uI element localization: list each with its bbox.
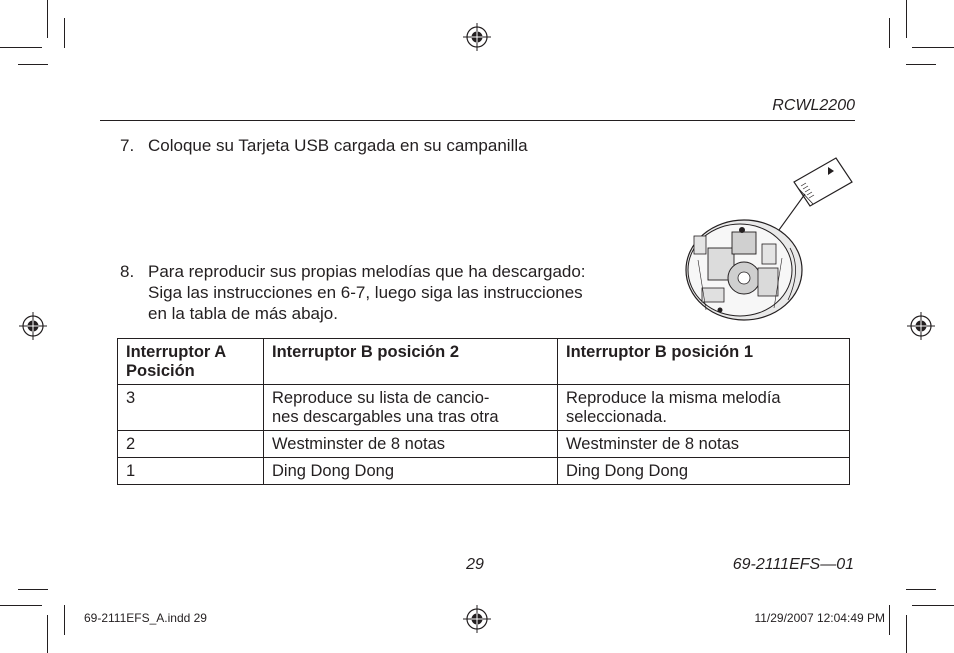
step-text: Coloque su Tarjeta USB cargada en su campanilla (148, 136, 528, 155)
crop-mark (18, 589, 48, 590)
slug-file-name: 69-2111EFS_A.indd 29 (84, 611, 207, 625)
table-header-row (118, 339, 850, 385)
registration-mark-icon (18, 311, 48, 341)
step-number: 8. (120, 262, 135, 281)
step-text: en la tabla de más abajo. (148, 304, 338, 323)
crop-mark (0, 47, 42, 48)
registration-mark-icon (462, 22, 492, 52)
table-cell: Westminster de 8 notas (558, 431, 850, 458)
usb-chime-illustration (670, 140, 870, 340)
table-cell: Reproduce la misma melodía seleccionada. (558, 385, 850, 431)
header-rule (100, 120, 855, 121)
step-8 (120, 261, 660, 327)
step-number: 7. (120, 136, 135, 155)
crop-mark (0, 605, 42, 606)
table-header-switch-b-2: Interruptor B posición 2 (264, 339, 558, 385)
crop-mark (64, 18, 65, 48)
door-chime-icon (686, 220, 802, 320)
table-cell: 1 (118, 458, 264, 485)
model-number: RCWL2200 (772, 97, 855, 114)
document-id: 69-2111EFS—01 (732, 556, 854, 573)
crop-mark (47, 0, 48, 38)
crop-mark (18, 64, 48, 65)
table-cell: Ding Dong Dong (558, 458, 850, 485)
table-row (118, 431, 850, 458)
registration-mark-icon (906, 311, 936, 341)
step-7 (120, 135, 640, 159)
crop-mark (889, 18, 890, 48)
table-cell: 2 (118, 431, 264, 458)
step-text: Siga las instrucciones en 6-7, luego siga las instrucciones (148, 283, 583, 302)
crop-mark (906, 0, 907, 38)
crop-mark (47, 615, 48, 653)
table-cell: Ding Dong Dong (264, 458, 558, 485)
slug-datetime: 11/29/2007 12:04:49 PM (754, 611, 885, 625)
crop-mark (906, 64, 936, 65)
crop-mark (912, 605, 954, 606)
table-row (118, 458, 850, 485)
step-text: Para reproducir sus propias melodías que ha descargado: (148, 262, 586, 281)
table-header-switch-b-1: Interruptor B posición 1 (558, 339, 850, 385)
switch-settings-table (117, 338, 850, 485)
registration-mark-icon (462, 604, 492, 634)
crop-mark (889, 605, 890, 635)
table-row (118, 385, 850, 431)
crop-mark (64, 605, 65, 635)
table-cell: 3 (118, 385, 264, 431)
table-header-switch-a: Interruptor A Posición (118, 339, 264, 385)
table-cell: Reproduce su lista de cancio- nes descargables una tras otra (264, 385, 558, 431)
crop-mark (906, 589, 936, 590)
crop-mark (906, 615, 907, 653)
page-number: 29 (466, 556, 484, 573)
usb-card-icon (794, 158, 852, 206)
table-cell: Westminster de 8 notas (264, 431, 558, 458)
crop-mark (912, 47, 954, 48)
